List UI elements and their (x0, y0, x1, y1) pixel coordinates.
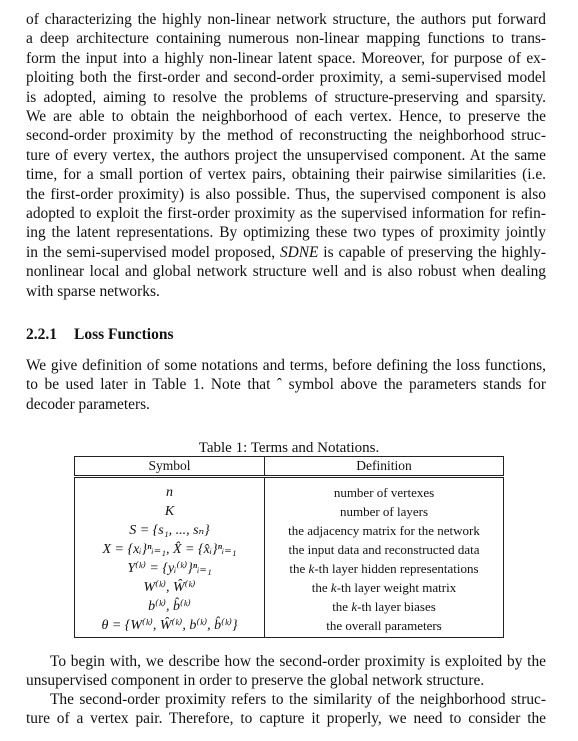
text-line: We give definition of some notations and terms, before defining the loss functions, (26, 357, 546, 374)
table-row (75, 578, 504, 597)
symbol-cell: b⁽ᵏ⁾, b̂⁽ᵏ⁾ (75, 597, 265, 616)
text-line: We are able to obtain the neighborhood of each vertex. Hence, to preserve the (26, 108, 546, 126)
section-heading (26, 326, 174, 344)
second-order-paragraph (26, 690, 546, 729)
text-line: ture of a vertex pair. Therefore, to capture it properly, we need to consider the (26, 710, 546, 728)
table-row (75, 559, 504, 578)
text-line: ploiting both the first-order and second-order proximity, a semi-supervised model (26, 69, 546, 87)
text-line: nonlinear local and global network structure well and is also robust when dealing (26, 263, 546, 281)
text-line: in the semi-supervised model proposed, SDNE is capable of preserving the highly- (26, 243, 546, 261)
text-line: To begin with, we describe how the second-order proximity is exploited by the (50, 653, 546, 670)
text-line: with sparse networks. (26, 282, 160, 300)
definition-cell: number of layers (265, 502, 504, 521)
symbol-cell: X = {xᵢ}ⁿᵢ₌₁, X̂ = {x̂ᵢ}ⁿᵢ₌₁ (75, 540, 265, 559)
text-line: The second-order proximity refers to the similarity of the neighborhood struc- (50, 691, 546, 708)
definition-header: Definition (265, 457, 504, 477)
definition-cell: the input data and reconstructed data (265, 540, 504, 559)
intro-paragraph (26, 10, 546, 301)
symbol-cell: S = {s₁, ..., sₙ} (75, 521, 265, 540)
table-row (75, 502, 504, 521)
table-row (75, 477, 504, 503)
section-number: 2.2.1 (26, 326, 57, 343)
text-line: form the input into a highly non-linear latent space. Moreover, for purpose of ex- (26, 49, 546, 67)
notation-paragraph (26, 356, 546, 414)
text-line: ing the latent representations. By optimizing these two types of proximity jointly (26, 224, 546, 242)
symbol-header: Symbol (75, 457, 265, 477)
symbol-cell: n (75, 477, 265, 503)
text-line: is adopted, aiming to resolve the problems of structure-preserving and sparsity. (26, 88, 546, 106)
symbol-cell: Y⁽ᵏ⁾ = {yᵢ⁽ᵏ⁾}ⁿᵢ₌₁ (75, 559, 265, 578)
text-line: decoder parameters. (26, 395, 150, 413)
text-line: time, for a small portion of vertex pairs, obtaining their pairwise similarities (i.e. (26, 166, 546, 184)
text-line: second-order proximity by the method of reconstructing the neighborhood struc- (26, 127, 546, 145)
definition-cell: the adjacency matrix for the network (265, 521, 504, 540)
table-row (75, 597, 504, 616)
section-title: Loss Functions (74, 326, 174, 343)
table-row (75, 540, 504, 559)
symbol-cell: W⁽ᵏ⁾, Ŵ⁽ᵏ⁾ (75, 578, 265, 597)
table-header-row (75, 457, 504, 477)
text-line: to be used later in Table 1. Note that ˆ symbol above the parameters stands for (26, 376, 546, 394)
symbol-cell: K (75, 502, 265, 521)
symbol-cell: θ = {W⁽ᵏ⁾, Ŵ⁽ᵏ⁾, b⁽ᵏ⁾, b̂⁽ᵏ⁾} (75, 616, 265, 638)
notation-table (74, 456, 504, 638)
text-line: the first-order proximity) is also possible. Thus, the supervised component is also (26, 185, 546, 203)
table-row (75, 616, 504, 638)
table-row (75, 521, 504, 540)
definition-cell: the overall parameters (265, 616, 504, 638)
definition-cell: the k-th layer weight matrix (265, 578, 504, 597)
text-line: of characterizing the highly non-linear network structure, the authors put forward (26, 11, 546, 28)
definition-cell: the k-th layer hidden representations (265, 559, 504, 578)
definition-cell: number of vertexes (265, 477, 504, 503)
text-line: a deep architecture containing numerous non-linear mapping functions to trans- (26, 30, 546, 48)
begin-paragraph (26, 652, 546, 691)
definition-cell: the k-th layer biases (265, 597, 504, 616)
text-line: ture of every vertex, the authors project the unsupervised component. At the same (26, 146, 546, 164)
table-caption: Table 1: Terms and Notations. (198, 440, 380, 456)
text-line: adopted to exploit the first-order proximity as the supervised information for refin- (26, 205, 546, 223)
text-line: unsupervised component in order to preserve the global network structure. (26, 672, 485, 690)
